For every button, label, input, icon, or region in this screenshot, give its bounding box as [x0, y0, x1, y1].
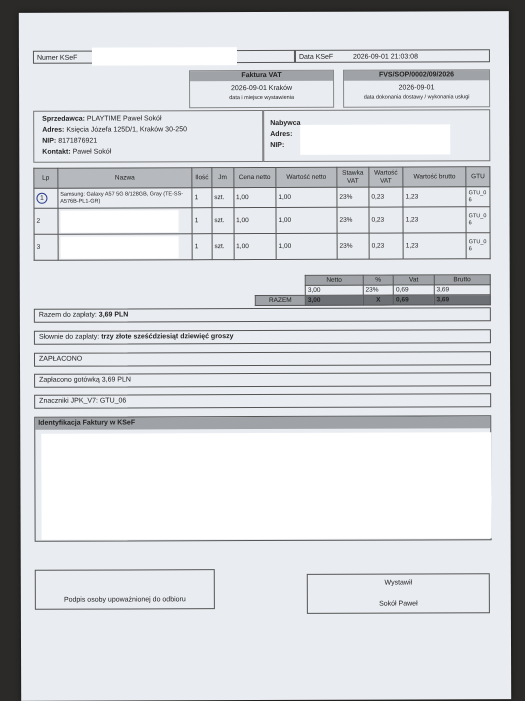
row-name: Samsung: Galaxy A57 5G 8/128GB, Gray (TE-SS-A576B-PL1-GR): [58, 188, 192, 208]
summary-total-row: [255, 295, 490, 306]
sum-total-label: RAZEM: [255, 295, 305, 305]
seller-name: PLAYTIME Paweł Sokół: [86, 115, 162, 123]
ksef-date-value: 2026-09-01 21:03:08: [352, 53, 418, 61]
col-qty: Ilość: [192, 168, 212, 188]
seller-address-label: Adres:: [42, 126, 65, 134]
row-lp-circled: 1: [36, 193, 47, 204]
sum-netto: 3,00: [305, 285, 363, 295]
redacted-ksef-number: [92, 47, 237, 66]
row-qty: 1: [192, 208, 212, 234]
invoice-paper: [19, 11, 511, 701]
sum-col-brutto: Brutto: [434, 275, 490, 285]
sum-brutto: 3,69: [434, 285, 490, 295]
col-net: Wartość netto: [276, 167, 337, 187]
col-gtu: GTU: [466, 167, 490, 187]
ksef-date-label: Data KSeF: [298, 53, 334, 61]
row-vat: 0,23: [369, 233, 403, 259]
row-vat: 0,23: [369, 207, 403, 233]
row-rate: 23%: [337, 207, 369, 233]
row-gtu: GTU_06: [466, 187, 490, 207]
sum-total-vat: 0,69: [394, 295, 435, 305]
buyer-box: [263, 109, 490, 162]
items-table-header: [34, 167, 490, 189]
row-gross: 1,23: [403, 187, 466, 207]
delivery-date: 2026-09-01: [398, 84, 435, 92]
buyer-address-label: Adres:: [270, 130, 293, 138]
items-table: [33, 166, 490, 261]
buyer-nip-label: NIP:: [270, 141, 285, 149]
cash-bar: Zapłacono gotówką 3,69 PLN: [34, 372, 491, 388]
sum-total-brutto: 3,69: [434, 295, 490, 305]
redacted-product-name: [60, 236, 178, 258]
summary-table: [255, 274, 491, 306]
sum-total-netto: 3,00: [305, 295, 363, 305]
sum-col-pct: %: [363, 275, 394, 285]
ksef-section: [34, 415, 491, 542]
to-pay-label: Razem do zapłaty:: [38, 311, 97, 319]
status-bar: ZAPŁACONO: [34, 351, 491, 367]
row-net: 1,00: [276, 187, 337, 207]
words-value: trzy złote sześćdziesiąt dziewięć groszy: [101, 333, 234, 341]
ksef-number-field: [33, 50, 295, 64]
col-name: Nazwa: [58, 168, 192, 188]
ksef-number-label: Numer KSeF: [36, 54, 78, 62]
invoice-number-box: [343, 69, 490, 108]
row-name: [58, 208, 192, 234]
sum-col-netto: Netto: [305, 275, 363, 285]
words-bar: [34, 329, 491, 345]
row-unit: szt.: [212, 188, 234, 208]
issuer-signature-box: [307, 573, 490, 614]
receiver-signature-caption: Podpis osoby upoważnionej do odbioru: [63, 596, 186, 604]
row-gtu: GTU_06: [466, 207, 490, 233]
row-price: 1,00: [234, 233, 276, 259]
words-label: Słownie do zapłaty:: [38, 333, 100, 341]
col-vat: Wartość VAT: [369, 167, 403, 187]
seller-name-label: Sprzedawca:: [42, 115, 85, 123]
invoice-number: FVS/SOP/0002/09/2026: [344, 70, 489, 81]
seller-box: [33, 110, 263, 163]
col-rate: Stawka VAT: [337, 167, 369, 187]
to-pay-bar: [34, 307, 491, 323]
row-name: [58, 234, 192, 260]
sum-total-pct: X: [363, 295, 394, 305]
seller-contact: Paweł Sokół: [72, 148, 112, 156]
col-lp: Lp: [34, 168, 58, 188]
seller-nip-label: NIP:: [42, 137, 57, 145]
sum-col-vat: Vat: [393, 275, 434, 285]
row-price: 1,00: [233, 187, 275, 207]
col-price: Cena netto: [233, 167, 275, 187]
row-qty: 1: [192, 188, 212, 208]
row-unit: szt.: [212, 234, 234, 260]
receiver-signature-box: [35, 569, 215, 610]
row-qty: 1: [192, 234, 212, 260]
row-gross: 1,23: [403, 207, 466, 233]
ksef-date-field: [295, 49, 490, 63]
row-vat: 0,23: [369, 187, 403, 207]
ksef-section-title: Identyfikacja Faktury w KSeF: [35, 416, 490, 430]
redacted-ksef-qr: [41, 432, 491, 540]
col-unit: Jm: [212, 168, 234, 188]
redacted-buyer: [300, 124, 450, 155]
row-rate: 23%: [337, 233, 369, 259]
row-lp: 2: [34, 208, 58, 234]
to-pay-value: 3,69 PLN: [98, 311, 129, 319]
row-unit: szt.: [212, 208, 234, 234]
row-gross: 1,23: [403, 233, 466, 259]
invoice-title: Faktura VAT: [190, 71, 333, 81]
issuer-name: Sokół Paweł: [379, 600, 418, 608]
issuer-label: Wystawił: [384, 579, 413, 587]
col-gross: Wartość brutto: [403, 167, 466, 187]
table-row: [34, 187, 490, 209]
jpk-bar: Znaczniki JPK_V7: GTU_06: [34, 393, 491, 409]
row-net: 1,00: [276, 233, 337, 259]
sum-pct: 23%: [363, 285, 394, 295]
delivery-date-caption: data dokonania dostawy / wykonania usługi: [363, 94, 470, 101]
seller-contact-label: Kontakt:: [42, 148, 71, 156]
invoice-date-caption: data i miejsce wystawienia: [229, 94, 295, 102]
redacted-product-name: [60, 210, 178, 232]
invoice-date-place: 2026-09-01 Kraków: [231, 84, 293, 93]
row-net: 1,00: [276, 207, 337, 233]
buyer-name-label: Nabywca: [270, 119, 301, 127]
row-price: 1,00: [234, 207, 276, 233]
seller-nip: 8171876921: [58, 137, 98, 145]
table-row: [34, 207, 490, 235]
row-rate: 23%: [337, 187, 369, 207]
seller-address: Księcia Józefa 125D/1, Kraków 30-250: [66, 126, 187, 134]
sum-vat: 0,69: [393, 285, 434, 295]
invoice-title-box: [189, 70, 334, 109]
row-lp: 3: [34, 234, 58, 260]
row-gtu: GTU_06: [466, 233, 490, 259]
table-row: [34, 233, 490, 261]
